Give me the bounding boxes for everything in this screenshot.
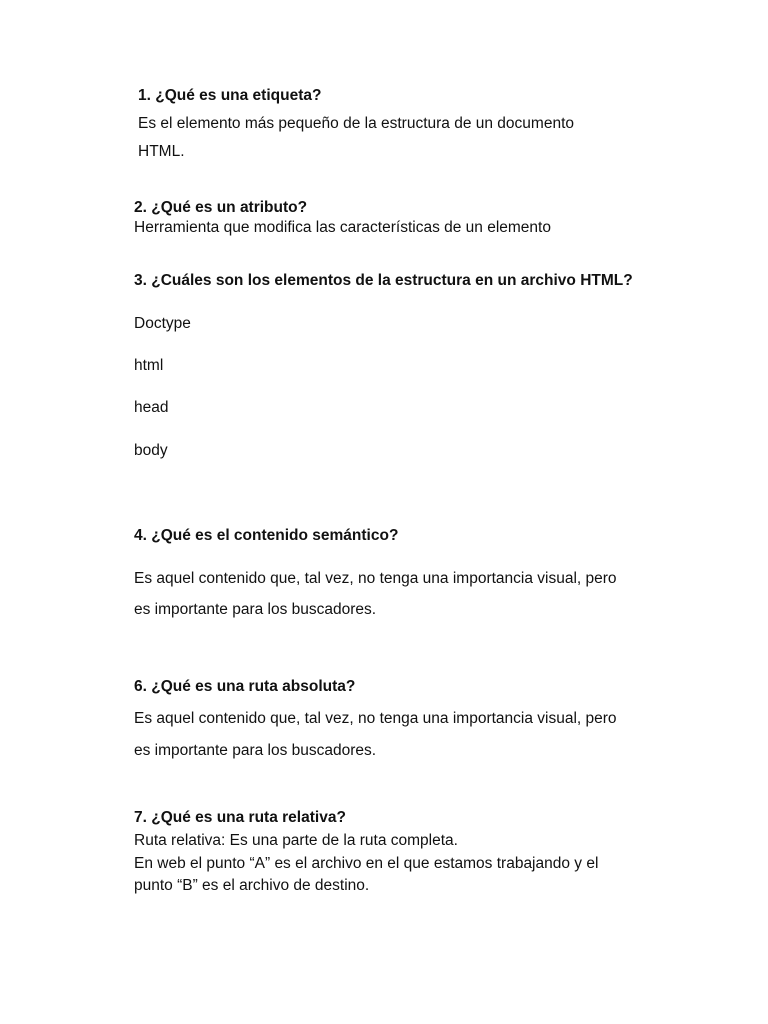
question-7-answer-line-2: En web el punto “A” es el archivo en el que estamos trabajando y el (134, 855, 599, 872)
question-7-answer-line-1: Ruta relativa: Es una parte de la ruta completa. (134, 832, 458, 849)
question-6-title: 6. ¿Qué es una ruta absoluta? (134, 678, 356, 695)
question-3-item-head: head (134, 399, 169, 416)
question-6-answer-line-1: Es aquel contenido que, tal vez, no tenga una importancia visual, pero (134, 710, 617, 727)
question-3-item-body: body (134, 442, 168, 459)
question-2-answer: Herramienta que modifica las características de un elemento (134, 219, 551, 236)
question-4-title: 4. ¿Qué es el contenido semántico? (134, 527, 399, 544)
question-3-item-doctype: Doctype (134, 315, 191, 332)
question-7-title: 7. ¿Qué es una ruta relativa? (134, 809, 346, 826)
question-2-title: 2. ¿Qué es un atributo? (134, 199, 308, 216)
question-1-title: 1. ¿Qué es una etiqueta? (138, 87, 322, 104)
question-4-answer-line-1: Es aquel contenido que, tal vez, no tenga una importancia visual, pero (134, 570, 617, 587)
question-7-answer-line-3: punto “B” es el archivo de destino. (134, 877, 370, 894)
question-1-answer-line-2: HTML. (138, 143, 185, 160)
question-1-answer-line-1: Es el elemento más pequeño de la estructura de un documento (138, 115, 574, 132)
question-3-title: 3. ¿Cuáles son los elementos de la estructura en un archivo HTML? (134, 272, 633, 289)
question-4-answer-line-2: es importante para los buscadores. (134, 601, 377, 618)
question-3-item-html: html (134, 357, 164, 374)
question-6-answer-line-2: es importante para los buscadores. (134, 742, 377, 759)
